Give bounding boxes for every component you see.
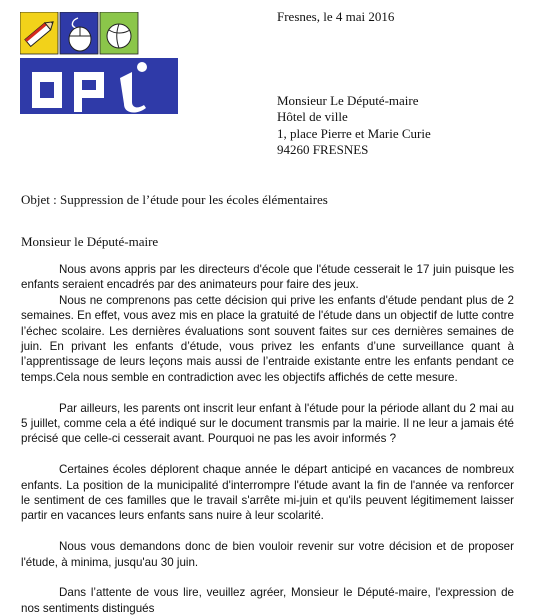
body-paragraph: Nous ne comprenons pas cette décision qui prive les enfants d'étude pendant plus de 2 semaines. En effet, vous avez mis en place la gratuité de l'étude dans un objectif de lutte contre l’échec scolaire. Les dernières évaluations sont souvent faites sur ces dernières semaines de juin. En privant les enfants d’étude, vous privez les enfants d’une surveillance quant à l’apprentissage de leurs leçons mais aussi de l’entraide existante entre les enfants pendant ce temps.Cela nous semble en contradiction avec les objectifs affichés de cette mesure. [21, 293, 514, 384]
recipient-line: 94260 FRESNES [277, 141, 369, 157]
ball-icon [107, 24, 131, 48]
letter-date: Fresnes, le 4 mai 2016 [277, 9, 395, 24]
recipient-address [277, 93, 431, 158]
body-paragraph: Certaines écoles déplorent chaque année le départ anticipé en vacances de nombreux enfants. La position de la municipalité d'interrompre l'étude avant la fin de l'année va renforcer le sentiment de ces familles que le travail s'arrête mi-juin et qu'ils peuvent légitimement laisser partir en vacances leurs enfants sans nuire à leur scolarité. [21, 463, 514, 523]
body-paragraph: Par ailleurs, les parents ont inscrit leur enfant à l'étude pour la période allant du 2 mai au 5 juillet, comme cela a été indiqué sur le document transmis par la mairie. Il ne leur a jamais été précisé que celle-ci cesserait avant. Pourquoi ne pas les avoir informés ? [21, 401, 514, 446]
letter-subject: Objet : Suppression de l’étude pour les écoles élémentaires [21, 192, 328, 207]
body-paragraph: Nous vous demandons donc de bien vouloir revenir sur votre décision et de proposer l'étude, à minima, jusqu'au 30 juin. [21, 540, 514, 569]
letter-salutation: Monsieur le Député-maire [21, 234, 159, 249]
body-paragraph: Dans l’attente de vous lire, veuillez agréer, Monsieur le Député-maire, l'expression de nos sentiments distingués [21, 586, 514, 615]
body-paragraph: Nous avons appris par les directeurs d'école que l'étude cesserait le 17 juin puisque les enfants seraient encadrés par des animateurs pour faire des jeux. [21, 263, 514, 292]
recipient-line: 1, place Pierre et Marie Curie [277, 125, 431, 141]
recipient-line: Monsieur Le Député-maire [277, 93, 419, 108]
api-logo [20, 12, 178, 114]
letter-body [21, 262, 514, 616]
recipient-line: Hôtel de ville [277, 109, 348, 125]
